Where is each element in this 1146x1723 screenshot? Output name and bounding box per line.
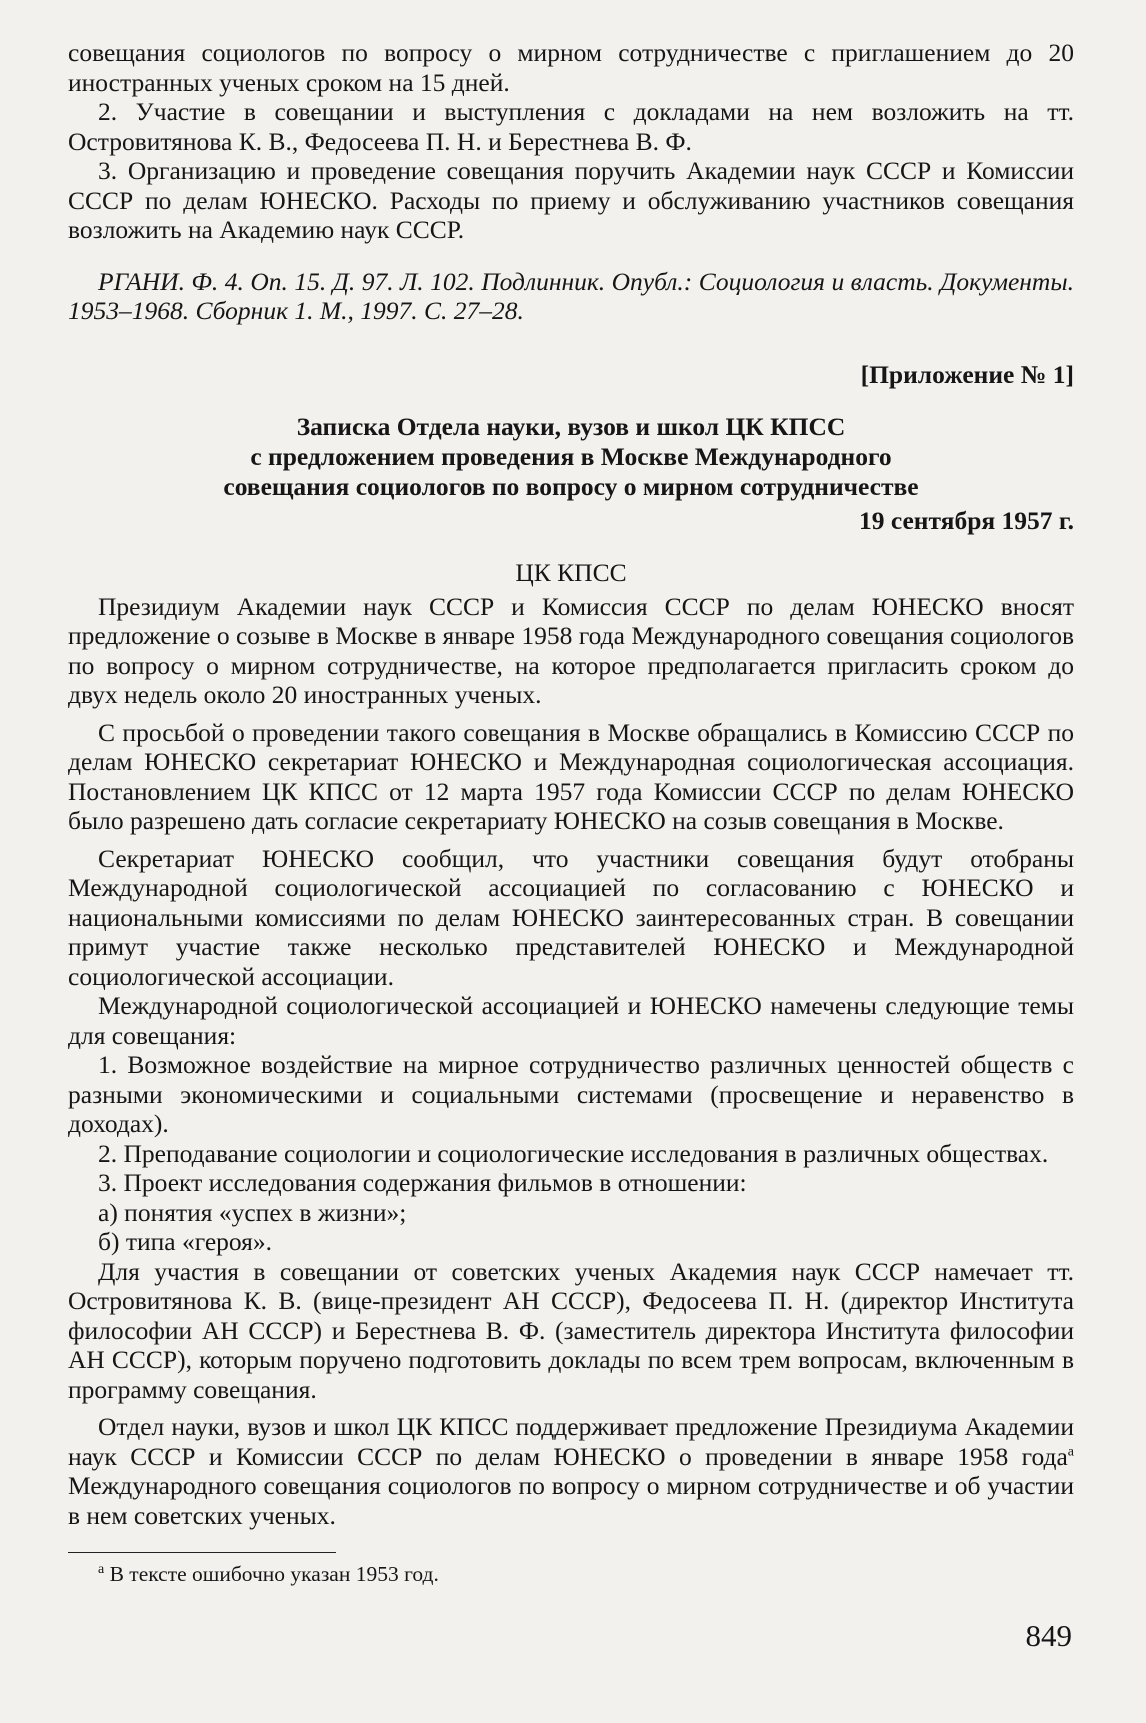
paragraph-participants: Для участия в совещании от советских ученых Академия наук СССР намечает тт. Островитянова К. В. (вице-президент АН СССР), Федосеева П. Н. (директор Института философии АН СССР) и Берестнева В. Ф. (заместитель директора Института философии АН СССР), которым поручено подготовить доклады по всем трем вопросам, включенным в программу совещания. — [68, 1256, 1074, 1404]
support-text-start: Отдел науки, вузов и школ ЦК КПСС поддерживает предложение Президиума Академии наук СССР и Комиссии СССР по делам ЮНЕСКО о проведении в январе 1958 года — [68, 1412, 1074, 1471]
footnote-text: В тексте ошибочно указан 1953 год. — [104, 1562, 439, 1586]
paragraph-item-2: 2. Участие в совещании и выступления с докладами на нем возложить на тт. Островитянова К. В., Федосеева П. Н. и Берестнева В. Ф. — [68, 97, 1074, 156]
topic-3a: а) понятия «успех в жизни»; — [98, 1197, 407, 1227]
paragraph-request: С просьбой о проведении такого совещания в Москве обращались в Комиссию СССР по делам ЮНЕСКО секретариат ЮНЕСКО и Международная социологическая ассоциация. Постановлением ЦК КПСС от 12 марта 1957 года Комиссии СССР по делам ЮНЕСКО было разрешено дать согласие секретариату ЮНЕСКО на созыв совещания в Москве. — [68, 717, 1074, 835]
appendix-label: [Приложение № 1] — [860, 359, 1074, 389]
paragraph-continuation: совещания социологов по вопросу о мирном сотрудничестве с приглашением до 20 иностранных ученых сроком на 15 дней. — [68, 38, 1074, 97]
footnote-ref: а — [1067, 1444, 1074, 1459]
footnote-marker: а — [98, 1561, 105, 1577]
archival-source: РГАНИ. Ф. 4. Оп. 15. Д. 97. Л. 102. Подлинник. Опубл.: Социология и власть. Документы. 1953–1968. Сборник 1. М., 1997. С. 27–28. — [68, 266, 1074, 325]
support-text-end: Международного совещания социологов по вопросу о мирном сотрудничестве и об участии в нем советских ученых. — [68, 1471, 1074, 1530]
paragraph-proposal: Президиум Академии наук СССР и Комиссия СССР по делам ЮНЕСКО вносят предложение о созыве в Москве в январе 1958 года Международного совещания социологов по вопросу о мирном сотрудничестве, на которое предполагается пригласить сроком до двух недель около 20 иностранных ученых. — [68, 591, 1074, 709]
footnote-divider — [68, 1552, 336, 1553]
paragraph-support — [68, 1412, 1074, 1530]
document-date: 19 сентября 1957 г. — [858, 505, 1074, 535]
topic-3: 3. Проект исследования содержания фильмов в отношении: — [98, 1168, 747, 1197]
topic-3b: б) типа «героя». — [98, 1227, 273, 1256]
footnote — [68, 1561, 1074, 1587]
title-line-3: совещания социологов по вопросу о мирном сотрудничестве — [223, 471, 919, 501]
document-title — [68, 412, 1074, 502]
paragraph-topics-intro: Международной социологической ассоциацией и ЮНЕСКО намечены следующие темы для совещания: — [68, 991, 1074, 1050]
topic-1: 1. Возможное воздействие на мирное сотрудничество различных ценностей обществ с разными экономическими и социальными системами (просвещение и неравенство в доходах). — [68, 1050, 1074, 1138]
page-number: 849 — [1025, 1618, 1072, 1653]
addressee: ЦК КПСС — [515, 557, 627, 587]
topic-2: 2. Преподавание социологии и социологические исследования в различных обществах. — [98, 1138, 1049, 1168]
title-line-2: с предложением проведения в Москве Международного — [250, 441, 892, 471]
title-line-1: Записка Отдела науки, вузов и школ ЦК КПСС — [296, 411, 846, 441]
paragraph-item-3: 3. Организацию и проведение совещания поручить Академии наук СССР и Комиссии СССР по делам ЮНЕСКО. Расходы по приему и обслуживанию участников совещания возложить на Академию наук СССР. — [68, 156, 1074, 244]
paragraph-secretariat: Секретариат ЮНЕСКО сообщил, что участники совещания будут отобраны Международной социологической ассоциацией по согласованию с ЮНЕСКО и национальными комиссиями по делам ЮНЕСКО заинтересованных стран. В совещании примут участие также несколько представителей ЮНЕСКО и Международной социологической ассоциации. — [68, 843, 1074, 991]
